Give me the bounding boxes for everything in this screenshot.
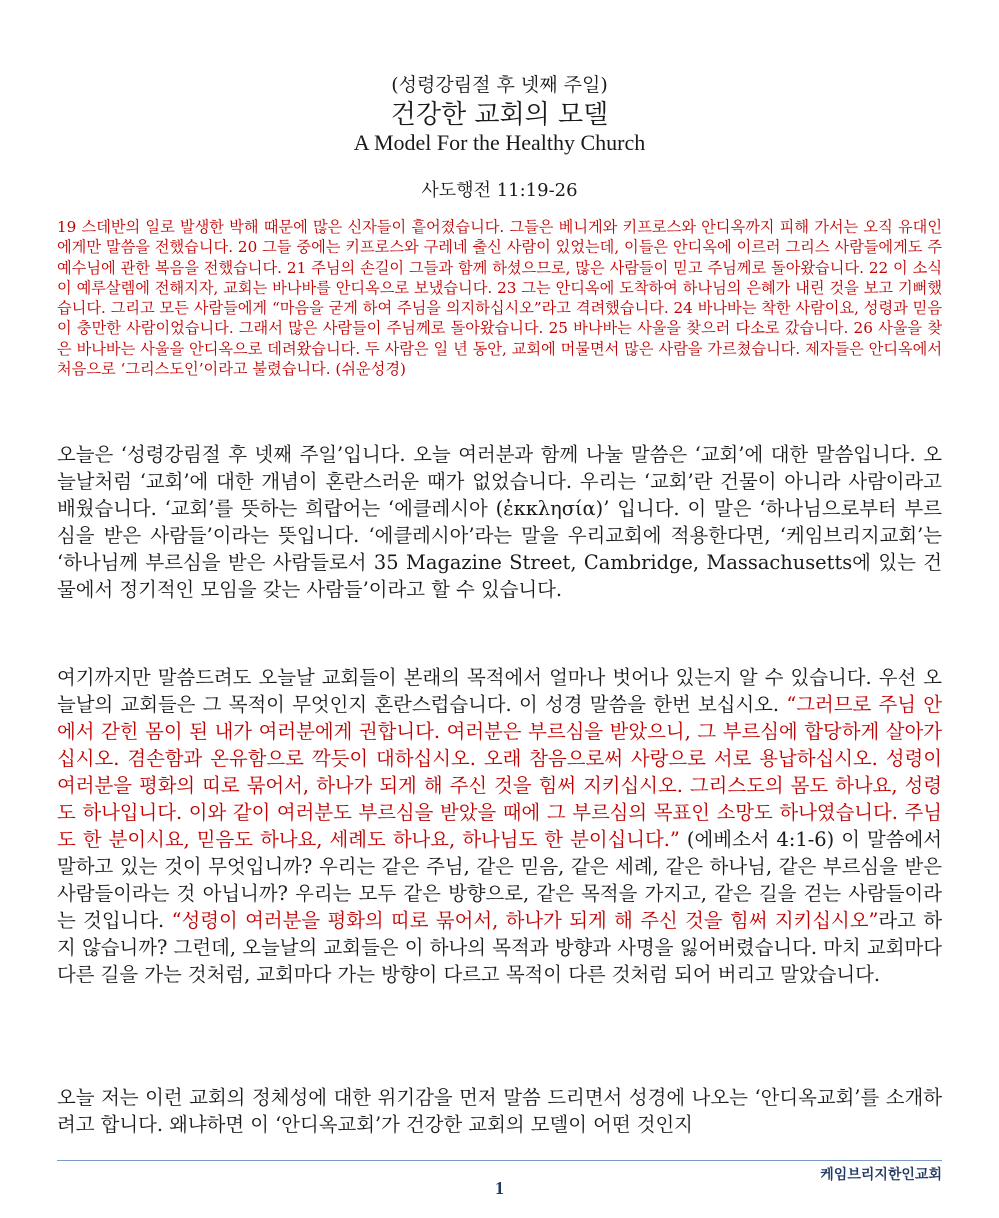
- church-name: 케임브리지한인교회: [820, 1167, 942, 1183]
- scripture-reference: 사도행전 11:19-26: [421, 180, 578, 201]
- paragraph-text: 라고 하지 않습니까? 그런데, 오늘날의 교회들은 이 하나의 목적과 방향과 사명을 잃어버렸습니다. 마치 교회마다 다른 길을 가는 것처럼, 교회마다 가는 방향이 다르고 목적이 다른 것처럼 되어 버리고 말았습니다.: [57, 909, 942, 986]
- sermon-occasion: (성령강림절 후 넷째 주일): [391, 74, 608, 96]
- body-paragraph-2: [57, 664, 942, 988]
- paragraph-text: 여기까지만 말씀드려도 오늘날 교회들이 본래의 목적에서 얼마나 벗어나 있는지 알 수 있습니다. 우선 오늘날의 교회들은 그 목적이 무엇인지 혼란스럽습니다. 이 성경 말씀을 한번 보십시오.: [57, 666, 942, 716]
- sermon-title: 건강한 교회의 모델: [390, 100, 609, 130]
- footer-divider: [57, 1160, 942, 1161]
- paragraph-text: (에베소서 4:1-6) 이 말씀에서 말하고 있는 것이 무엇입니까? 우리는 같은 주님, 같은 믿음, 같은 세례, 같은 하나님, 같은 부르심을 받은 사람들이라는 것 아닙니까? 우리는 모두 같은 방향으로, 같은 목적을 가지고, 같은 길을 걷는 사람들이라는 것입니다.: [57, 828, 942, 932]
- ephesians-quote: “그러므로 주님 안에서 갇힌 몸이 된 내가 여러분에게 권합니다. 여러분은 부르심을 받았으니, 그 부르심에 합당하게 살아가십시오. 겸손함과 온유함으로 깍듯이 대하십시오. 오래 참음으로써 사랑으로 서로 용납하십시오. 성령이 여러분을 평화의 띠로 묶어서, 하나가 되게 해 주신 것을 힘써 지키십시오. 그리스도의 몸도 하나요, 성령도 하나입니다. 이와 같이 여러분도 부르심을 받았을 때에 그 부르심의 목표인 소망도 하나였습니다. 주님도 한 분이시요, 믿음도 하나요, 세례도 하나요, 하나님도 한 분이십니다.”: [57, 693, 942, 851]
- body-paragraph-3: 오늘 저는 이런 교회의 정체성에 대한 위기감을 먼저 말씀 드리면서 성경에 나오는 ‘안디옥교회’를 소개하려고 합니다. 왜냐하면 이 ‘안디옥교회’가 건강한 교회의 모델이 어떤 것인지: [57, 1086, 942, 1136]
- body-paragraph-1: 오늘은 ‘성령강림절 후 넷째 주일’입니다. 오늘 여러분과 함께 나눌 말씀은 ‘교회’에 대한 말씀입니다. 오늘날처럼 ‘교회’에 대한 개념이 혼란스러운 때가 없었습니다. 우리는 ‘교회’란 건물이 아니라 사람이라고 배웠습니다. ‘교회’를 뜻하는 희랍어는 ‘에클레시아 (ἐκκλησία)’ 입니다. 이 말은 ‘하나님으로부터 부르심을 받은 사람들’이라는 뜻입니다. ‘에클레시아’라는 말을 우리교회에 적용한다면, ‘케임브리지교회’는 ‘하나님께 부르심을 받은 사람들로서 35 Magazine Street, Cambridge, Massachusetts에 있는 건물에서 정기적인 모임을 갖는 사람들’이라고 할 수 있습니다.: [57, 443, 942, 601]
- page-number: 1: [495, 1178, 504, 1198]
- unity-quote: “성령이 여러분을 평화의 띠로 묶어서, 하나가 되게 해 주신 것을 힘써 지키십시오”: [171, 909, 879, 932]
- sermon-title-english: A Model For the Healthy Church: [353, 130, 646, 155]
- scripture-passage: 19 스데반의 일로 발생한 박해 때문에 많은 신자들이 흩어졌습니다. 그들은 베니게와 키프로스와 안디옥까지 피해 가서는 오직 유대인에게만 말씀을 전했습니다. 20 그들 중에는 키프로스와 구레네 출신 사람이 있었는데, 이들은 안디옥에 이르러 그리스 사람들에게도 주 예수님에 관한 복음을 전했습니다. 21 주님의 손길이 그들과 함께 하셨으므로, 많은 사람들이 믿고 주님께로 돌아왔습니다. 22 이 소식이 예루살렘에 전해지자, 교회는 바나바를 안디옥으로 보냈습니다. 23 그는 안디옥에 도착하여 하나님의 은혜가 내린 것을 보고 기뻐했습니다. 그리고 모든 사람들에게 “마음을 굳게 하여 주님을 의지하십시오”라고 격려했습니다. 24 바나바는 착한 사람이요, 성령과 믿음이 충만한 사람이었습니다. 그래서 많은 사람들이 주님께로 돌아왔습니다. 25 바나바는 사울을 찾으러 다소로 갔습니다. 26 사울을 찾은 바나바는 사울을 안디옥으로 데려왔습니다. 두 사람은 일 년 동안, 교회에 머물면서 많은 사람을 가르쳤습니다. 제자들은 안디옥에서 처음으로 ‘그리스도인’이라고 불렸습니다. (쉬운성경): [57, 218, 942, 379]
